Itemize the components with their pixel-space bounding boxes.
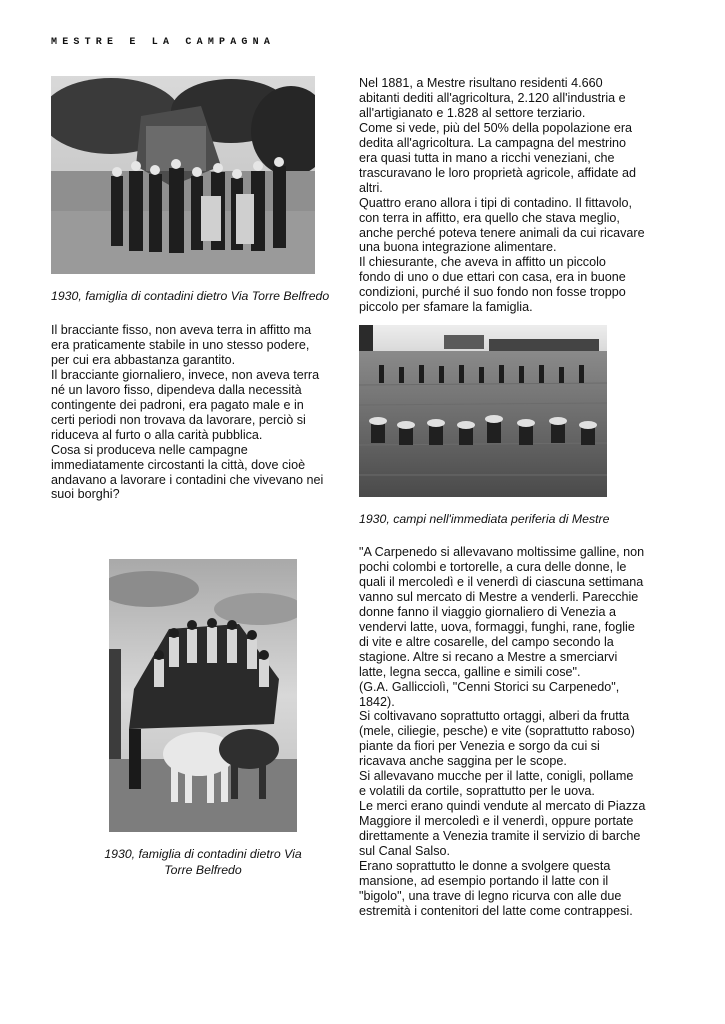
- page-header: MESTRE E LA CAMPAGNA: [51, 37, 276, 48]
- photo-family-ox-cart: [109, 559, 297, 832]
- text-line: dedita all'agricoltura. La campagna del mestrino: [359, 135, 627, 150]
- text-line: per cui era abbastanza garantito.: [51, 352, 236, 367]
- text-line: Erano soprattutto le donne a svolgere questa: [359, 859, 611, 874]
- text-line: una buona integrazione alimentare.: [359, 240, 557, 255]
- text-line: era quasi tutta in mano a ricchi veneziani, che: [359, 150, 615, 165]
- text-line: Il bracciante giornaliero, invece, non aveva terra: [51, 367, 320, 382]
- text-line: Come si vede, più del 50% della popolazione era: [359, 120, 633, 135]
- text-line: immediatamente circostanti la città, dove cioè: [51, 457, 306, 472]
- photo-fields-workers: [359, 325, 607, 497]
- text-line: Il bracciante fisso, non aveva terra in affitto ma: [51, 323, 312, 337]
- text-line: anche perché poteva tenere animali da cui ricavare: [359, 225, 645, 240]
- text-line: suoi borghi?: [51, 487, 120, 502]
- text-line: vanno sul mercato di Mestre a venderli. Parecchie: [359, 589, 639, 604]
- text-line: "bigolo", una trave di legno ricurva con alle due: [359, 888, 622, 903]
- text-line: (mele, ciliegie, pesche) e vite (soprattutto raboso): [359, 724, 635, 739]
- text-line: Maggiore il mercoledì e il venerdì, oppure portate: [359, 814, 634, 829]
- text-line: Quattro erano allora i tipi di contadino. Il fittavolo,: [359, 195, 633, 210]
- text-line: 1842).: [359, 694, 395, 709]
- caption-photo-2: 1930, campi nell'immediata periferia di Mestre: [359, 512, 610, 526]
- text-line: all'artigianato e 1.828 al settore terziario.: [359, 105, 586, 120]
- text-line: riduceva al furto o alla carità pubblica.: [51, 427, 263, 442]
- text-line: fondo di uno o due ettari con casa, era in buone: [359, 270, 626, 285]
- text-line: Si allevavano mucche per il latte, conigli, pollame: [359, 769, 634, 784]
- text-line: di vite e altre cosarelle, del campo secondo la: [359, 634, 614, 649]
- text-line: era praticamente stabile in uno stesso podere,: [51, 337, 310, 352]
- text-line: con terra in affitto, era quello che stava meglio,: [359, 210, 620, 225]
- text-line: stagione. Altre si recano a Mestre a smerciarvi: [359, 649, 618, 664]
- text-line: e volatili da cortile, soprattutto per le uova.: [359, 784, 595, 799]
- text-line: piccolo per sfamare la famiglia.: [359, 300, 533, 315]
- text-line: vendervi latte, uova, formaggi, funghi, rane, foglie: [359, 619, 635, 634]
- text-left-middle: [51, 323, 361, 502]
- text-line: ricavava anche saggina per le scope.: [359, 754, 567, 769]
- text-line: sul Canal Salso.: [359, 844, 451, 859]
- text-line: Le merci erano quindi vendute al mercato di Piazza: [359, 799, 646, 814]
- text-line: certi periodi non trovava da lavorare, perciò si: [51, 412, 306, 427]
- text-line: quali il mercoledì e il venerdì di ciascuna settimana: [359, 574, 644, 589]
- text-right-top: [359, 76, 689, 315]
- caption-photo-3: [103, 847, 303, 878]
- text-line: mansione, ad esempio portando il latte con il: [359, 873, 609, 888]
- text-line: altri.: [359, 180, 383, 195]
- text-line: (G.A. Gallicciolì, "Cenni Storici su Carpenedo",: [359, 679, 620, 694]
- text-line: pochi colombi e tortorelle, a cura delle donne, le: [359, 559, 627, 574]
- text-line: estremità i contenitori del latte come contrappesi.: [359, 903, 633, 918]
- text-line: Cosa si produceva nelle campagne: [51, 442, 248, 457]
- caption-photo-3-text: 1930, famiglia di contadini dietro Via Torre Belfredo: [104, 847, 302, 877]
- text-line: abitanti dediti all'agricoltura, 2.120 all'industria e: [359, 90, 626, 105]
- text-line: trascuravano le loro proprietà agricole, affidate ad: [359, 165, 636, 180]
- caption-photo-1: 1930, famiglia di contadini dietro Via Torre Belfredo: [51, 289, 330, 303]
- text-line: piante da fiori per Venezia e sorgo da cui si: [359, 739, 600, 754]
- text-line: latte, legna secca, galline e simili cose".: [359, 664, 581, 679]
- photo-family-threshing: [51, 76, 315, 274]
- text-line: donne fanno il viaggio giornaliero di Venezia a: [359, 604, 616, 619]
- text-line: andavano a lavorare i contadini che vivevano nei: [51, 472, 324, 487]
- text-line: "A Carpenedo si allevavano moltissime galline, non: [359, 545, 645, 559]
- text-line: condizioni, purché il suo fondo non fosse troppo: [359, 285, 626, 300]
- text-line: Si coltivavano soprattutto ortaggi, alberi da frutta: [359, 709, 630, 724]
- text-line: Nel 1881, a Mestre risultano residenti 4.660: [359, 76, 603, 90]
- text-line: né un lavoro fisso, dipendeva dalla necessità: [51, 382, 302, 397]
- text-line: direttamente a Venezia tramite il servizio di barche: [359, 829, 641, 844]
- text-right-bottom: [359, 545, 699, 919]
- text-line: Il chiesurante, che aveva in affitto un piccolo: [359, 255, 606, 270]
- text-line: contingente dei padroni, era pagato male e in: [51, 397, 304, 412]
